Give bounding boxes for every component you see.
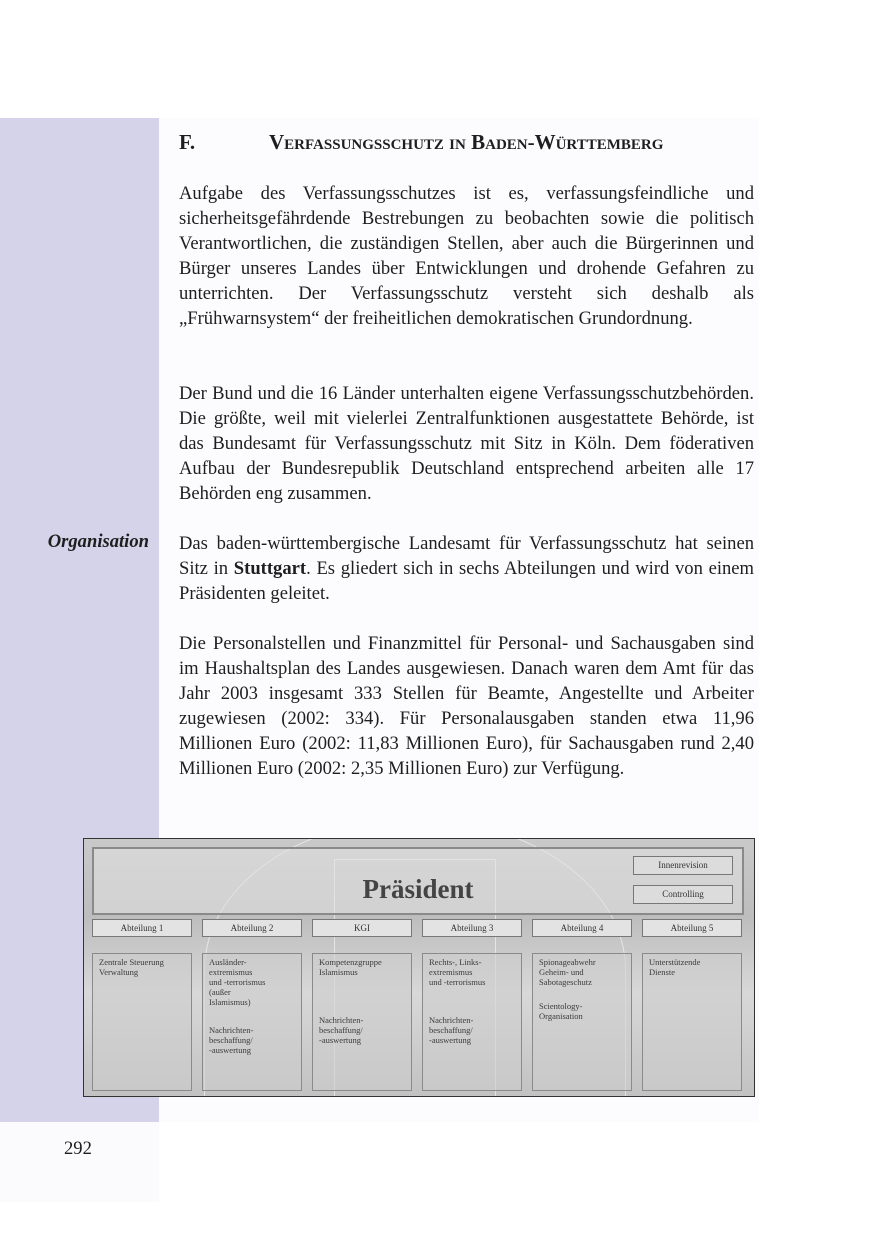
department-units: Rechts-, Links- extremismus und -terrorismus [429,957,486,987]
department-head-box: Abteilung 4 [532,919,632,937]
footer-band [0,1122,159,1202]
paragraph-budget: Die Personalstellen und Finanzmittel für Personal- und Sachausgaben sind im Haushaltsplan des Landes ausgewiesen. Danach waren dem Amt für das Jahr 2003 insgesamt 333 Stellen für Beamte, Angestellte und Arbeiter zugewiesen (2002: 334). Für Personalausgaben standen etwa 11,96 Millionen Euro (2002: 11,83 Millionen Euro), für Sachausgaben rund 2,40 Millionen Euro (2002: 2,35 Millionen Euro) zur Verfügung. [179,633,754,779]
department-units-box [312,953,412,1091]
department-units-box [202,953,302,1091]
department-units-box [642,953,742,1091]
department-subunits: Nachrichten- beschaffung/ -auswertung [429,1015,474,1045]
department-subunits: Scientology- Organisation [539,1001,583,1021]
paragraph-task: Aufgabe des Verfassungsschutzes ist es, verfassungsfeindliche und sicherheitsgefährdende Bestrebungen zu beobachten sowie die politisch Verantwortlichen, die zuständigen Stellen, aber auch die Bürgerinnen und Bürger unseres Landes über Entwicklungen und drohende Gefahren zu unterrichten. Der Verfassungsschutz versteht sich deshalb als „Frühwarnsystem“ der freiheitlichen demokratischen Grundordnung. [179,183,754,329]
section-letter: F. [179,130,196,154]
paragraph-organisation [179,531,754,606]
staff-unit-box: Innenrevision [633,856,733,875]
department-head-box: Abteilung 5 [642,919,742,937]
department-head-box: KGI [312,919,412,937]
department-head-box: Abteilung 1 [92,919,192,937]
department-units: Ausländer- extremismus und -terrorismus (außer Islamismus) [209,957,266,1007]
paragraph-federal: Der Bund und die 16 Länder unterhalten eigene Verfassungsschutzbehörden. Die größte, weil mit vielerlei Zentralfunktionen ausgestattete Behörde, ist das Bundesamt für Verfassungsschutz mit Sitz in Köln. Dem föderativen Aufbau der Bundesrepublik Deutschland entsprechend arbeiten alle 17 Behörden eng zusammen. [179,383,754,504]
paragraph-organisation-end: . Es gliedert sich in sechs Abteilungen und wird von einem Präsidenten geleitet. [179,558,755,604]
page-number: 292 [64,1138,92,1159]
department-subunits: Nachrichten- beschaffung/ -auswertung [319,1015,364,1045]
staff-unit-box: Controlling [633,885,733,904]
department-head-box: Abteilung 2 [202,919,302,937]
margin-label-organisation: Organisation [47,531,149,552]
department-units: Zentrale Steuerung Verwaltung [99,957,164,977]
paragraph-organisation-start: Das baden-württembergische Landesamt für Verfassungsschutz hat seinen Sitz in [179,533,754,579]
department-units: Unterstützende Dienste [649,957,701,977]
department-units: Kompetenzgruppe Islamismus [319,957,382,977]
department-subunits: Nachrichten- beschaffung/ -auswertung [209,1025,254,1055]
section-title: Verfassungsschutz in Baden-Württemberg [269,130,664,154]
department-head-box: Abteilung 3 [422,919,522,937]
department-units-box [422,953,522,1091]
location-stuttgart: Stuttgart [233,558,307,579]
department-units: Spionageabwehr Geheim- und Sabotageschutz [539,957,596,987]
organisation-chart-image [83,838,755,1097]
department-units-box [532,953,632,1091]
president-title: Präsident [362,874,474,904]
department-units-box [92,953,192,1091]
